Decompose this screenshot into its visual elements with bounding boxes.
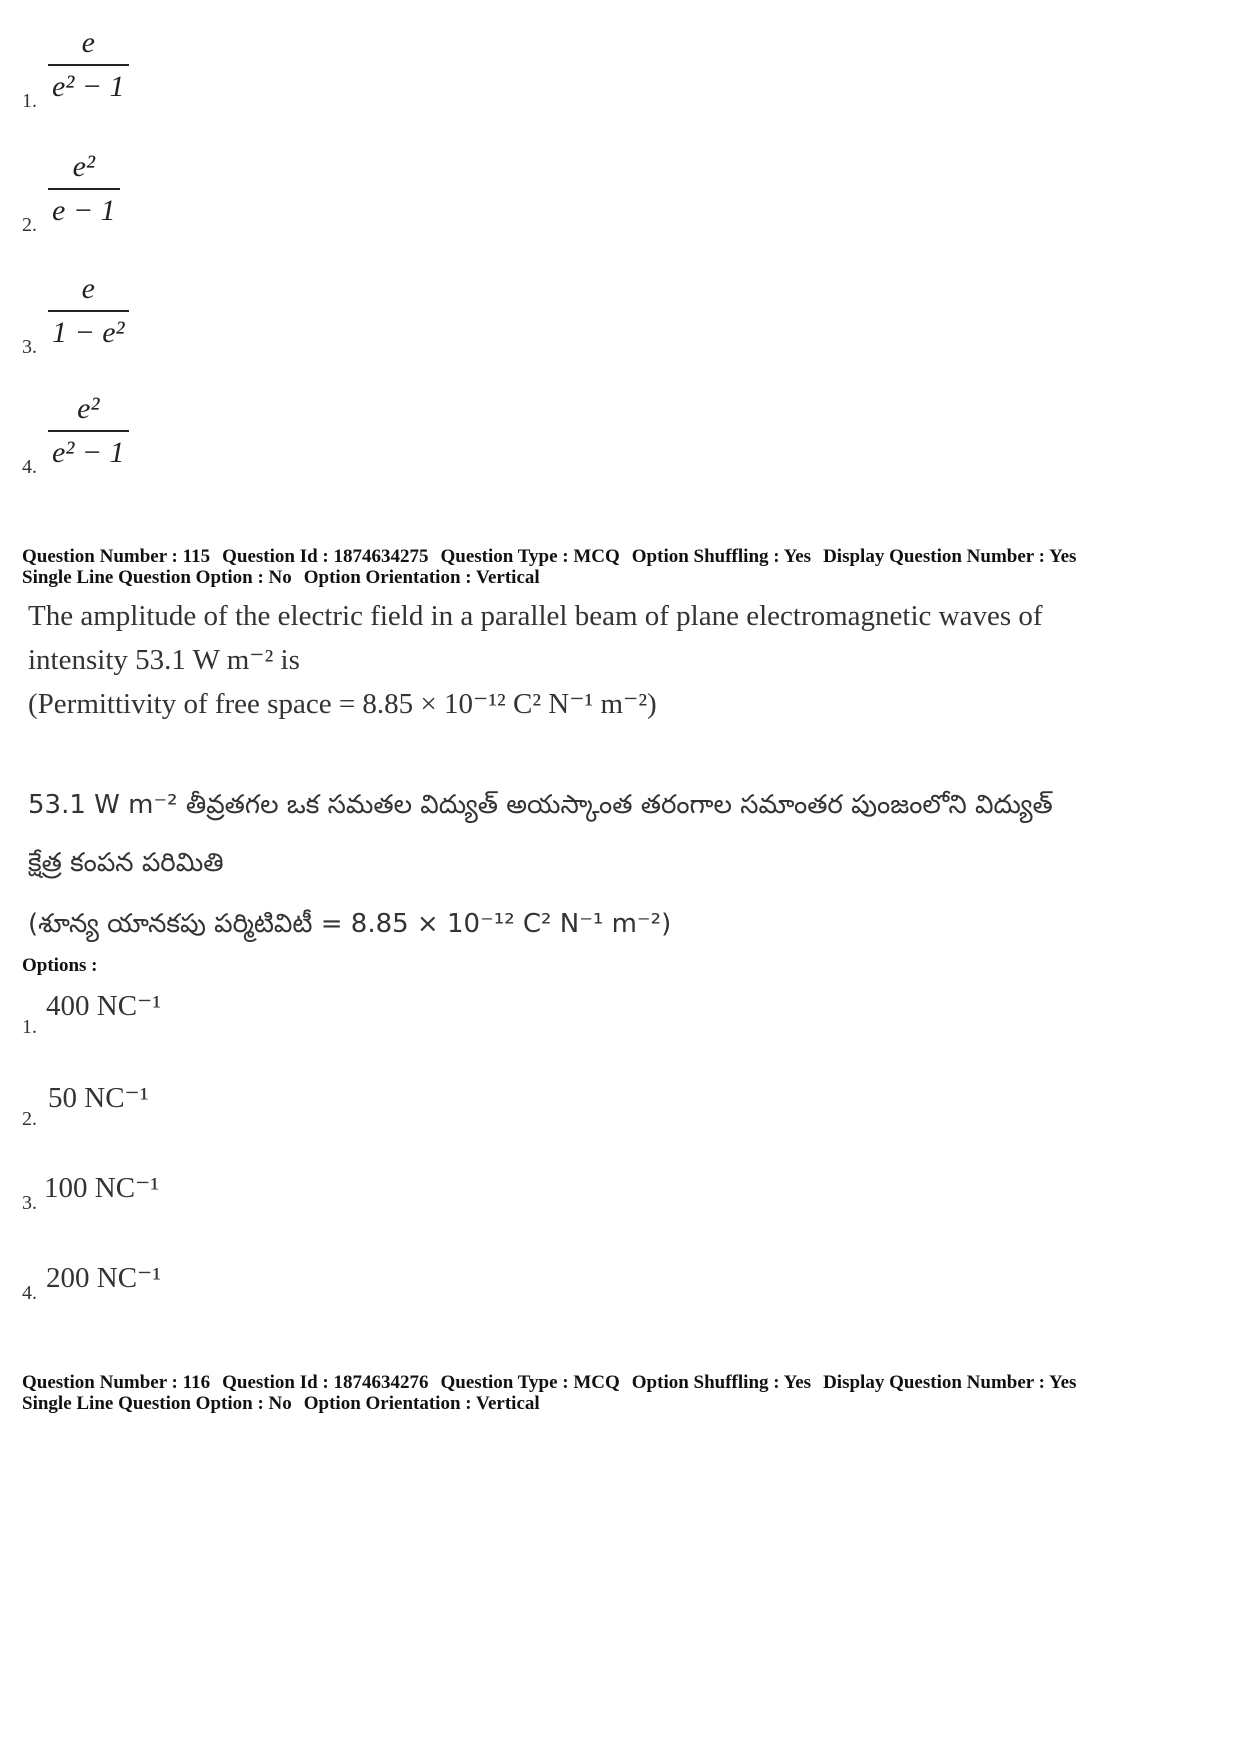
prev-option-number: 2. [22, 214, 37, 236]
prev-option-number: 4. [22, 456, 37, 478]
option-orientation: Option Orientation : Vertical [303, 567, 540, 588]
fraction-bar [48, 64, 129, 66]
numerator: e² [77, 392, 100, 425]
fraction [48, 150, 120, 228]
single-line-option: Single Line Question Option : No [22, 567, 292, 588]
fraction-bar [48, 430, 129, 432]
fraction-bar [48, 188, 120, 190]
stem-line: intensity 53.1 W m⁻² is [28, 644, 300, 676]
question-115-stem-english [28, 594, 1043, 726]
prev-option-number: 1. [22, 90, 37, 112]
denominator: 1 − e² [52, 316, 125, 349]
meta-line-1 [22, 546, 1076, 567]
option-number: 4. [22, 1282, 37, 1304]
fraction [48, 392, 129, 470]
meta-line-2 [22, 567, 1076, 588]
stem-line: (Permittivity of free space = 8.85 × 10⁻¹² C² N⁻¹ m⁻²) [28, 688, 657, 720]
question-type: Question Type : MCQ [440, 546, 620, 567]
question-115-meta [22, 546, 1076, 588]
option-text: 50 NC⁻¹ [48, 1082, 149, 1114]
denominator: e − 1 [52, 194, 116, 227]
option-number: 3. [22, 1192, 37, 1214]
option-number: 1. [22, 1016, 37, 1038]
option-number: 2. [22, 1108, 37, 1130]
denominator: e² − 1 [52, 70, 125, 103]
numerator: e [81, 272, 95, 305]
question-id: Question Id : 1874634276 [222, 1372, 429, 1393]
option-text: 200 NC⁻¹ [46, 1262, 162, 1294]
stem-line: క్షేత్ర కంపన పరిమితి [28, 848, 224, 878]
stem-line: (శూన్య యానకపు పర్మిటివిటీ = 8.85 × 10⁻¹² C² N⁻¹ m⁻²) [28, 909, 672, 939]
display-question-number: Display Question Number : Yes [823, 1372, 1077, 1393]
fraction [48, 26, 129, 104]
options-label: Options : [22, 955, 98, 976]
numerator: e² [72, 150, 95, 183]
option-orientation: Option Orientation : Vertical [303, 1393, 540, 1414]
fraction-bar [48, 310, 129, 312]
numerator: e [81, 26, 95, 59]
meta-line-1 [22, 1372, 1076, 1393]
question-type: Question Type : MCQ [440, 1372, 620, 1393]
prev-option-number: 3. [22, 336, 37, 358]
question-number: Question Number : 116 [22, 1372, 211, 1393]
option-shuffling: Option Shuffling : Yes [631, 546, 812, 567]
option-shuffling: Option Shuffling : Yes [631, 1372, 812, 1393]
question-number: Question Number : 115 [22, 546, 211, 567]
option-text: 100 NC⁻¹ [44, 1172, 160, 1204]
question-116-meta [22, 1372, 1076, 1414]
question-id: Question Id : 1874634275 [222, 546, 429, 567]
single-line-option: Single Line Question Option : No [22, 1393, 292, 1414]
stem-line: The amplitude of the electric field in a parallel beam of plane electromagnetic waves of [28, 600, 1043, 632]
stem-line: 53.1 W m⁻² తీవ్రతగల ఒక సమతల విద్యుత్ అయస్కాంత తరంగాల సమాంతర పుంజంలోని విద్యుత్ [28, 790, 1053, 820]
option-text: 400 NC⁻¹ [46, 990, 162, 1022]
fraction [48, 272, 129, 350]
meta-line-2 [22, 1393, 1076, 1414]
denominator: e² − 1 [52, 436, 125, 469]
question-115-stem-telugu [28, 776, 1053, 956]
display-question-number: Display Question Number : Yes [823, 546, 1077, 567]
